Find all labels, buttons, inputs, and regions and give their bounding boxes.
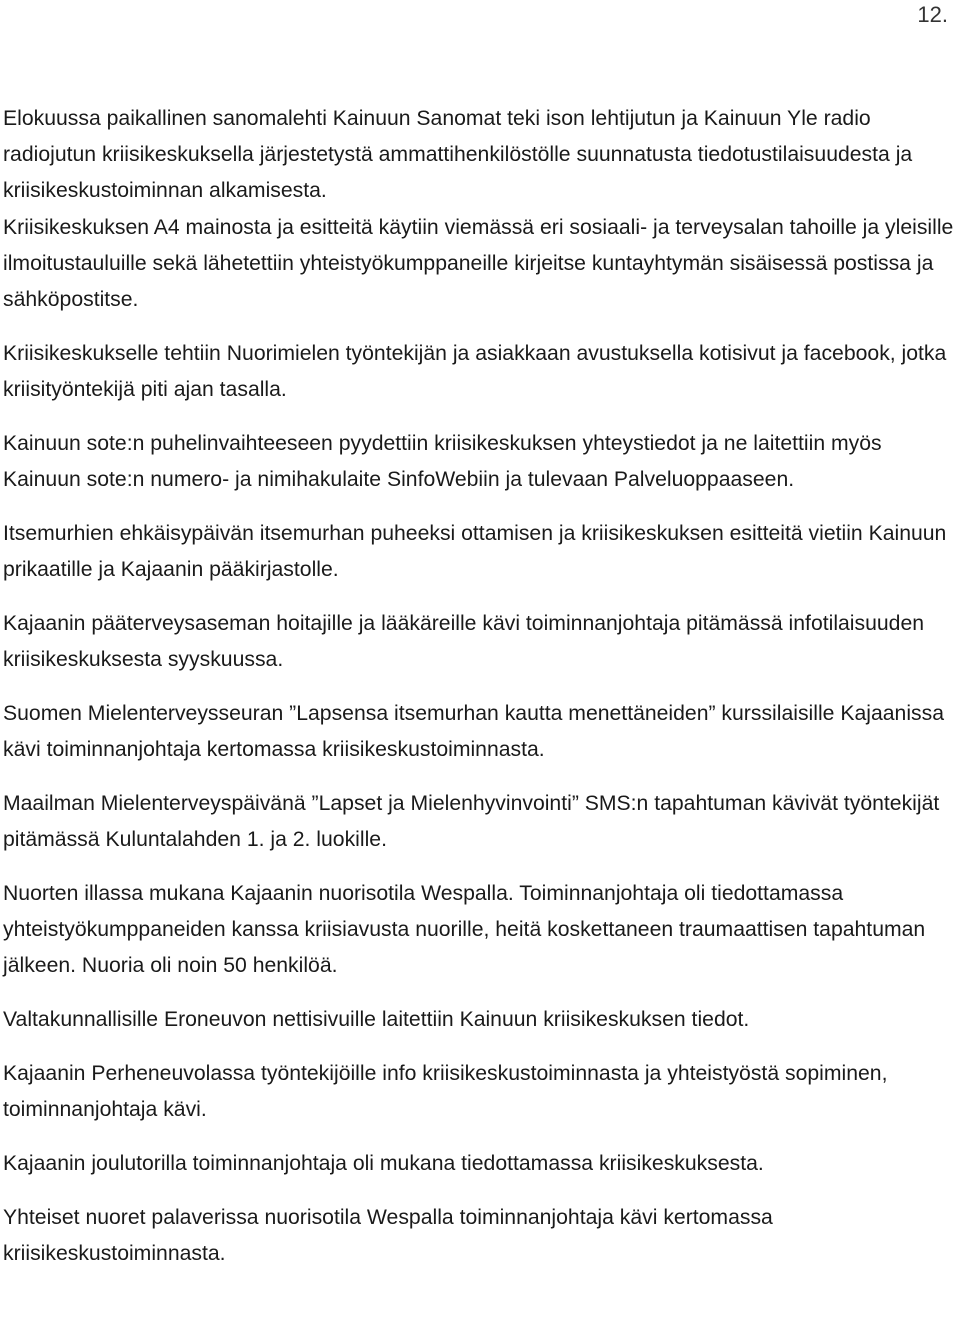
paragraph-brochures: Kriisikeskuksen A4 mainosta ja esitteitä käytiin viemässä eri sosiaali- ja terveysalan tahoille ja yleisille ilmoitustauluille sekä lähetettiin yhteistyökumppaneille kirjeitse kuntayhtymän sisäisessä postissa ja sähköpostitse. — [3, 216, 954, 311]
paragraph-youth-evening: Nuorten illassa mukana Kajaanin nuorisotila Wespalla. Toiminnanjohtaja oli tiedottamassa yhteistyökumppaneiden kanssa kriisiavusta nuorille, heitä koskettaneen traumaattisen tapahtuman jälkeen. Nuoria oli noin 50 henkilöä. — [3, 882, 926, 977]
paragraph-mental-health-society: Suomen Mielenterveysseuran ”Lapsensa itsemurhan kautta menettäneiden” kurssilaisille Kajaanissa kävi toiminnanjohtaja kertomassa kriisikeskustoiminnasta. — [3, 702, 944, 761]
paragraph-family-counseling: Kajaanin Perheneuvolassa työntekijöille info kriisikeskustoiminnasta ja yhteistyöstä sopiminen, toiminnanjohtaja kävi. — [3, 1062, 888, 1121]
paragraph-youth-meeting: Yhteiset nuoret palaverissa nuorisotila Wespalla toiminnanjohtaja kävi kertomassa kriisikeskustoiminnasta. — [3, 1206, 773, 1265]
document-body — [3, 101, 955, 1272]
paragraph-christmas-market: Kajaanin joulutorilla toiminnanjohtaja oli mukana tiedottamassa kriisikeskuksesta. — [3, 1152, 764, 1175]
paragraph-health-station-info: Kajaanin pääterveysaseman hoitajille ja lääkäreille kävi toiminnanjohtaja pitämässä infotilaisuuden kriisikeskuksesta syyskuussa. — [3, 612, 925, 671]
paragraph-website: Kriisikeskukselle tehtiin Nuorimielen työntekijän ja asiakkaan avustuksella kotisivut ja facebook, jotka kriisityöntekijä piti ajan tasalla. — [3, 342, 947, 401]
paragraph-switchboard: Kainuun sote:n puhelinvaihteeseen pyydettiin kriisikeskuksen yhteystiedot ja ne laitettiin myös Kainuun sote:n numero- ja nimihakulaite SinfoWebiin ja tulevaan Palveluoppaaseen. — [3, 432, 882, 491]
page-number: 12. — [917, 2, 948, 27]
paragraph-mental-health-day: Maailman Mielenterveyspäivänä ”Lapset ja Mielenhyvinvointi” SMS:n tapahtuman kävivät työntekijät pitämässä Kuluntalahden 1. ja 2. luokille. — [3, 792, 940, 851]
paragraph-suicide-prevention-day: Itsemurhien ehkäisypäivän itsemurhan puheeksi ottamisen ja kriisikeskuksen esitteitä vietiin Kainuun prikaatille ja Kajaanin pääkirjastolle. — [3, 522, 947, 581]
paragraph-media-coverage: Elokuussa paikallinen sanomalehti Kainuun Sanomat teki ison lehtijutun ja Kainuun Yle radio radiojutun kriisikeskuksella järjestetystä ammattihenkilöstölle suunnatusta tiedotustilaisuudesta ja kriisikeskustoiminnan alkamisesta. — [3, 107, 913, 202]
paragraph-eroneuvo: Valtakunnallisille Eroneuvon nettisivuille laitettiin Kainuun kriisikeskuksen tiedot. — [3, 1008, 750, 1031]
